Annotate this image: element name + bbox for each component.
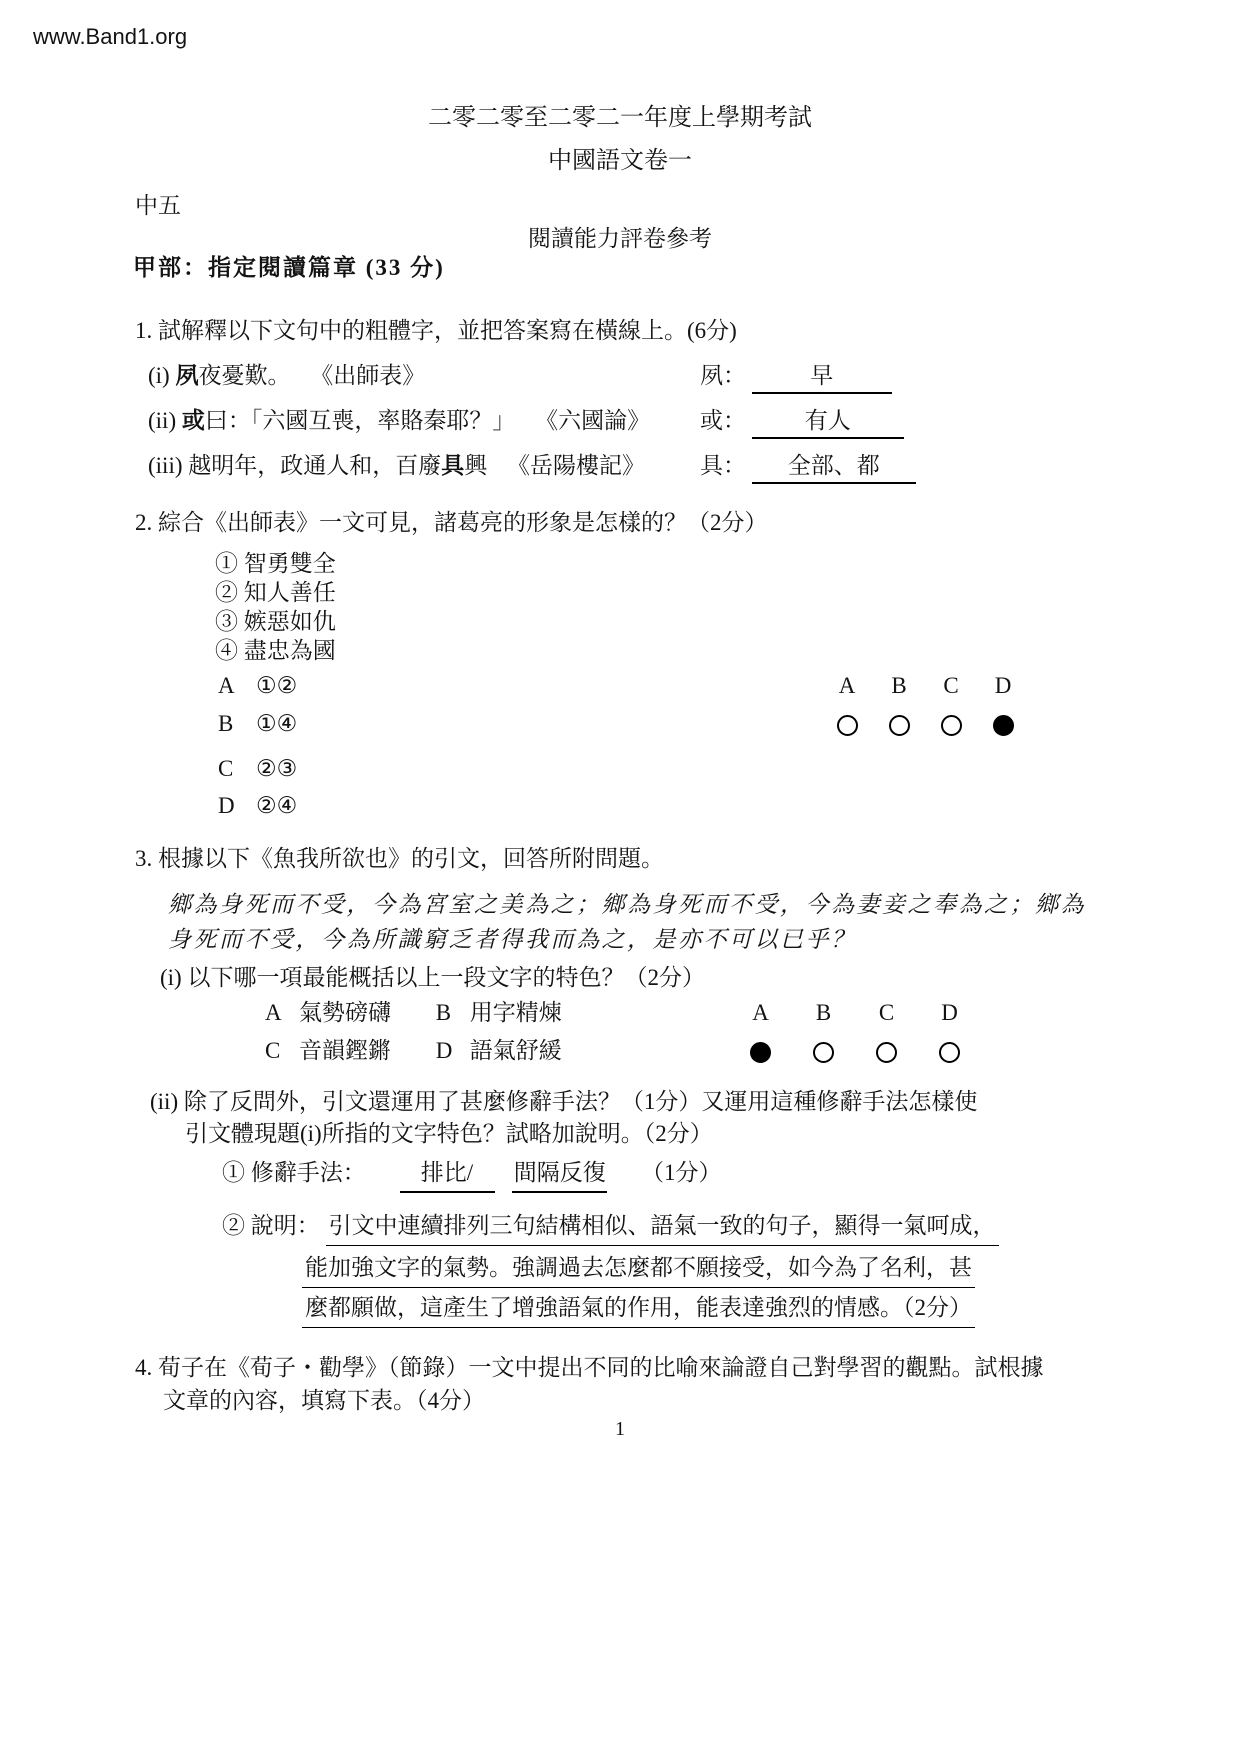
answer-blank (752, 362, 892, 394)
radio-icon (993, 715, 1014, 736)
paper-title: 中國語文卷一 (548, 148, 692, 174)
bold-term: 或 (181, 408, 205, 433)
radio-icon (889, 715, 910, 736)
explanation-line: 引文中連續排列三句結構相似、語氣一致的句子，顯得一氣呵成， (326, 1212, 999, 1246)
answer-text: 有人 (804, 408, 851, 433)
answer-circle-b (873, 710, 925, 738)
q2-option-b-row (135, 710, 1188, 738)
passage-quote-line: 身死而不受，今為所識窮乏者得我而為之，是亦不可以已乎？ (168, 927, 857, 952)
option-value: ①② (256, 673, 298, 698)
q2-stem: 2. 綜合《出師表》一文可見，諸葛亮的形象是怎樣的？（2分） (135, 510, 768, 535)
explanation-line: 麼都願做，這產生了增強語氣的作用，能表達強烈的情感。（2分） (302, 1294, 975, 1328)
option-value: ②③ (256, 756, 298, 781)
marking-scheme-title: 閱讀能力評卷參考 (528, 226, 712, 251)
answer-letter-header: C (943, 673, 959, 698)
answer-text: 早 (810, 363, 834, 388)
explanation-line: 能加強文字的氣勢。強調過去怎麼都不願接受，如今為了名利，甚 (302, 1254, 975, 1288)
term-label: 具： (700, 453, 746, 478)
answer-letter-header: B (891, 673, 907, 698)
answer-letter-header: D (941, 1000, 958, 1025)
term-label: 夙： (700, 363, 746, 388)
answer-circle-a (821, 710, 873, 738)
q3i-option-b: B 用字精煉 (435, 1000, 562, 1025)
q1-item-label: (iii) (148, 453, 183, 478)
explanation-label: ② 說明： (222, 1213, 320, 1238)
q1-stem: 1. 試解釋以下文句中的粗體字，並把答案寫在橫線上。(6分) (135, 318, 737, 343)
q3i-option-a: A 氣勢磅礴 (265, 1000, 391, 1025)
q3i-answer-radio-row (729, 1037, 981, 1065)
q1-answer-area (700, 452, 916, 484)
q2-trait-list (135, 549, 1185, 665)
answer-circle-b (792, 1037, 855, 1065)
radio-icon (813, 1042, 834, 1063)
answer-circle-a (729, 1037, 792, 1065)
radio-icon (750, 1042, 771, 1063)
q1-item-label: (i) (148, 363, 170, 388)
q1-item-i (135, 362, 1105, 390)
q2-trait: ③ 嫉惡如仇 (215, 609, 336, 634)
answer-letter-header: A (838, 673, 856, 698)
q1-answer-area (700, 407, 904, 439)
radio-icon (941, 715, 962, 736)
rhetoric-answer-row (135, 1159, 1192, 1193)
option-letter: B (218, 711, 234, 736)
exam-title: 二零二零至二零二一年度上學期考試 (428, 105, 812, 131)
q3i-options-row1 (135, 999, 1235, 1027)
q3i-option-c: C 音韻鏗鏘 (265, 1038, 391, 1063)
answer-letter-header: C (878, 1000, 895, 1025)
answer-circle-d (918, 1037, 981, 1065)
passage-quote-line: 鄉為身死而不受，今為宮室之美為之；鄉為身死而不受，今為妻妾之奉為之；鄉為 (168, 892, 1086, 917)
q2-trait: ④ 盡忠為國 (215, 638, 336, 663)
q1-item-text: 越明年，政通人和，百廢具興 (188, 453, 488, 478)
term-label: 或： (700, 408, 746, 433)
q3ii-stem-line2: 引文體現題(i)所指的文字特色？試略加說明。（2分） (185, 1121, 713, 1146)
rhetoric-answer-blank: 間隔反復 (512, 1159, 607, 1193)
bold-term: 夙 (175, 363, 199, 388)
answer-letter-header-row (729, 999, 981, 1027)
section-a-header: 甲部：指定閱讀篇章 (33 分) (133, 255, 445, 280)
page-number: 1 (615, 1418, 625, 1440)
source-title: 《出師表》 (310, 363, 426, 388)
explanation-row (135, 1294, 1240, 1328)
source-title: 《岳陽樓記》 (507, 453, 645, 478)
option-value: ①④ (256, 711, 298, 736)
radio-icon (876, 1042, 897, 1063)
q2-trait: ② 知人善任 (215, 580, 336, 605)
q1-answer-area (700, 362, 892, 394)
site-watermark: www.Band1.org (33, 24, 188, 49)
rhetoric-answer-blank: 排比/ (400, 1159, 495, 1193)
answer-letter-header: D (994, 673, 1012, 698)
option-letter: D (218, 793, 235, 818)
answer-text: 全部、都 (787, 453, 880, 478)
answer-letter-header: A (752, 1000, 769, 1025)
answer-letter-header-row (821, 672, 1029, 700)
answer-circle-d (977, 710, 1029, 738)
bold-term: 具 (441, 453, 465, 478)
answer-blank (752, 407, 904, 439)
q3i-option-d: D 語氣舒緩 (435, 1038, 562, 1063)
q2-option-c-row (135, 755, 1188, 783)
marks-label: （1分） (641, 1160, 722, 1185)
answer-blank (752, 452, 916, 484)
rhetoric-answer-label: ① 修辭手法： (222, 1160, 366, 1185)
option-letter: C (218, 756, 234, 781)
option-value: ②④ (256, 793, 298, 818)
source-title: 《六國論》 (535, 408, 651, 433)
q3i-options-row2 (135, 1037, 1235, 1065)
q2-answer-radio-row (821, 710, 1029, 738)
q4-stem-line1: 4. 荀子在《荀子・勸學》（節錄）一文中提出不同的比喻來論證自己對學習的觀點。試根據 (135, 1355, 1044, 1380)
answer-circle-c (925, 710, 977, 738)
answer-circle-c (855, 1037, 918, 1065)
q3ii-stem-line1: (ii) 除了反問外，引文還運用了甚麼修辭手法？（1分）又運用這種修辭手法怎樣使 (150, 1089, 978, 1114)
explanation-row (135, 1254, 1240, 1288)
q3i-stem: (i) 以下哪一項最能概括以上一段文字的特色？（2分） (160, 965, 705, 990)
q1-item-text: 夙夜憂歎。 (175, 363, 291, 388)
q2-option-a-row (135, 672, 1188, 700)
form-level: 中五 (135, 193, 181, 218)
q2-trait: ① 智勇雙全 (215, 551, 336, 576)
q1-item-iii (135, 452, 1105, 480)
q3-stem: 3. 根據以下《魚我所欲也》的引文，回答所附問題。 (135, 846, 664, 871)
q4-stem-line2: 文章的內容，填寫下表。（4分） (163, 1388, 485, 1413)
q1-item-text: 或曰：「六國互喪，率賂秦耶？」 (181, 408, 516, 433)
explanation-row (135, 1212, 1192, 1246)
radio-icon (837, 715, 858, 736)
q2-option-d-row (135, 792, 1188, 820)
option-letter: A (218, 673, 235, 698)
q1-item-ii (135, 407, 1105, 435)
q1-item-label: (ii) (148, 408, 177, 433)
radio-icon (939, 1042, 960, 1063)
answer-letter-header: B (815, 1000, 832, 1025)
